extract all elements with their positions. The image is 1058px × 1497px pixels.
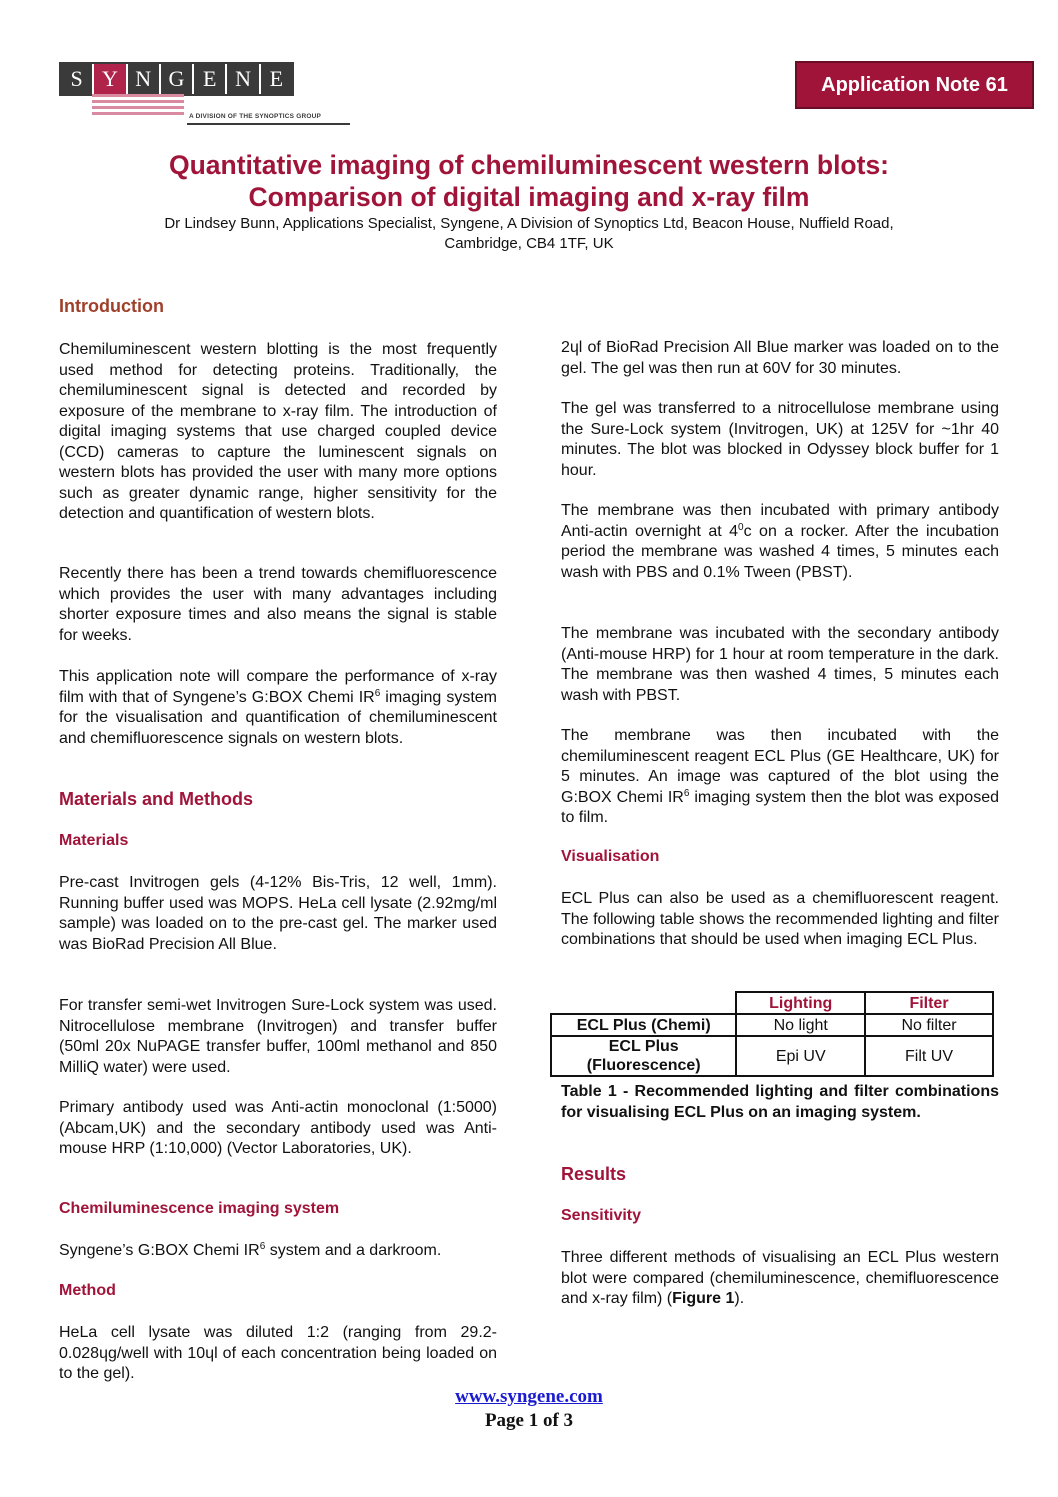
table-header-lighting: Lighting: [736, 992, 865, 1014]
p5-text-b: imaging system then the blot was exposed to film.: [561, 788, 999, 826]
logo-tagline: A DIVISION OF THE SYNOPTICS GROUP: [189, 113, 322, 120]
sensitivity-paragraph: [561, 1248, 999, 1310]
logo-letters: [59, 62, 294, 96]
page-number: Page 1 of 3: [484, 1410, 574, 1431]
results-heading: Results: [561, 1164, 627, 1184]
p3-text-b: c on a rocker. After the incubation period the membrane was washed 4 times, 5 minutes each wash with PBS and 0.1% Tween (PBST).: [561, 522, 999, 581]
table-row-label-line-1: ECL Plus: [608, 1038, 679, 1055]
logo-letter: N: [227, 64, 260, 94]
materials-methods-heading: Materials and Methods: [59, 789, 254, 809]
materials-paragraph-2: For transfer semi-wet Invitrogen Sure-Lock system was used. Nitrocellulose membrane (Invitrogen) and transfer buffer (50ml 20x NuPAGE transfer buffer, 100ml methanol and 850 MilliQ water) were used.: [59, 997, 497, 1076]
table-header-row: [551, 992, 993, 1014]
sens-text-b: ).: [734, 1290, 745, 1307]
table-cell-lighting: No light: [736, 1014, 865, 1036]
table-header-filter: Filter: [865, 992, 993, 1014]
method-paragraph-5: The membrane was incubated with the secondary antibody (Anti-mouse HRP) for 1 hour at room temperature in the dark. The membrane was then washed 4 times, 5 minutes each wash with PBST.: [561, 625, 999, 704]
p3-text-a: The membrane was then incubated with primary antibody Anti-actin overnight at 4: [561, 502, 999, 540]
materials-paragraph-3: Primary antibody used was Anti-actin monoclonal (1:5000) (Abcam,UK) and the secondary antibody used was Anti-mouse HRP (1:10,000) (Vector Laboratories, UK).: [59, 1099, 497, 1157]
table-row: [551, 1036, 993, 1076]
introduction-heading: Introduction: [59, 296, 164, 316]
table-row: [551, 1014, 993, 1036]
chemiluminescence-system-heading: Chemiluminescence imaging system: [59, 1200, 340, 1217]
method-paragraph-1: HeLa cell lysate was diluted 1:2 (ranging from 29.2-0.028ɥg/well with 10ɥl of each concentration being loaded on to the gel).: [59, 1324, 497, 1382]
chemi-text-a: Syngene’s G:BOX Chemi IR: [59, 1242, 260, 1259]
materials-paragraph-1: Pre-cast Invitrogen gels (4-12% Bis-Tris, 12 well, 1mm). Running buffer used was MOPS. HeLa cell lysate (2.92mg/ml sample) was loaded on to the pre-cast gel. The marker used was BioRad Precision All Blue.: [59, 874, 497, 953]
sens-text-a: Three different methods of visualising an ECL Plus western blot were compared (chemiluminescence, chemifluorescence and x-ray film) (: [561, 1249, 999, 1307]
intro-p3-superscript: 6: [374, 687, 381, 699]
author-affiliation: [59, 214, 999, 254]
table-row-label-line-2: (Fluorescence): [586, 1057, 701, 1074]
method-heading: Method: [59, 1282, 116, 1299]
method-paragraph-6: [561, 726, 999, 829]
logo-letter: E: [261, 64, 292, 94]
logo-tagline-rule: [187, 123, 350, 125]
table-row-label: ECL Plus (Chemi): [551, 1014, 736, 1036]
table-cell-lighting: Epi UV: [736, 1036, 865, 1076]
logo-letter: N: [128, 64, 161, 94]
logo-letter: Y: [94, 64, 127, 94]
application-note-badge: Application Note 61: [795, 61, 1034, 109]
intro-p3-text-a: This application note will compare the performance of x-ray film with that of Syngene’s G:BOX Chemi IR: [59, 668, 497, 706]
sensitivity-heading: Sensitivity: [561, 1207, 642, 1224]
method-paragraph-2: 2ɥl of BioRad Precision All Blue marker was loaded on to the gel. The gel was then run at 60V for 30 minutes.: [561, 339, 999, 377]
logo-letter: S: [61, 64, 94, 94]
logo-stripes: [92, 94, 184, 118]
website-link[interactable]: www.syngene.com: [455, 1386, 603, 1407]
intro-p3-text-b: imaging system for the visualisation and quantification of chemiluminescent and chemifluorescence signals on western blots.: [59, 688, 498, 747]
author-line-1: Dr Lindsey Bunn, Applications Specialist, Syngene, A Division of Synoptics Ltd, Beacon House, Nuffield Road,: [164, 215, 894, 232]
table-cell-filter: Filt UV: [865, 1036, 993, 1076]
method-paragraph-4: [561, 501, 999, 583]
figure-reference: Figure 1: [672, 1290, 735, 1307]
logo-letter: G: [161, 64, 194, 94]
materials-heading: Materials: [59, 832, 129, 849]
chemiluminescence-system-paragraph: [59, 1241, 497, 1262]
p5-superscript: 6: [683, 787, 690, 799]
page-title: [59, 149, 999, 213]
table-caption: Table 1 - Recommended lighting and filter combinations for visualising ECL Plus on an imaging system.: [561, 1083, 999, 1121]
visualisation-heading: Visualisation: [561, 848, 660, 865]
title-line-2: Comparison of digital imaging and x-ray film: [248, 182, 810, 212]
logo-letter: E: [194, 64, 227, 94]
chemi-superscript: 6: [259, 1241, 266, 1252]
intro-paragraph-1: Chemiluminescent western blotting is the most frequently used method for detecting proteins. Traditionally, the chemiluminescent signal is detected and recorded by exposure of the membrane to x-ray film. The introduction of digital imaging systems that use charged coupled device (CCD) cameras to capture the luminescent signals on western blots has provided the user with many more options such as greater dynamic range, higher sensitivity for the detection and quantification of western blots.: [59, 341, 497, 522]
title-line-1: Quantitative imaging of chemiluminescent western blots:: [168, 150, 890, 180]
author-line-2: Cambridge, CB4 1TF, UK: [444, 235, 614, 252]
syngene-logo: [59, 62, 322, 126]
degree-superscript: 0: [738, 521, 744, 533]
lighting-filter-table: [550, 991, 994, 1077]
method-paragraph-3: The gel was transferred to a nitrocellulose membrane using the Sure-Lock system (Invitrogen, UK) at 125V for ~1hr 40 minutes. The blot was blocked in Odyssey block buffer for 1 hour.: [561, 400, 999, 479]
intro-paragraph-3: [59, 667, 497, 749]
table-corner-cell: [551, 992, 736, 1014]
table-row-label: [551, 1036, 736, 1076]
intro-paragraph-2: Recently there has been a trend towards chemifluorescence which provides the user with many advantages including shorter exposure times and also means the signal is stable for weeks.: [59, 565, 497, 644]
chemi-text-b: system and a darkroom.: [265, 1242, 442, 1259]
visualisation-paragraph: ECL Plus can also be used as a chemifluorescent reagent. The following table shows the recommended lighting and filter combinations that should be used when imaging ECL Plus.: [561, 890, 999, 948]
table-cell-filter: No filter: [865, 1014, 993, 1036]
p5-text-a: The membrane was then incubated with the chemiluminescent reagent ECL Plus (GE Healthcare, UK) for 5 minutes. An image was captured of the blot using the G:BOX Chemi IR: [561, 727, 999, 806]
